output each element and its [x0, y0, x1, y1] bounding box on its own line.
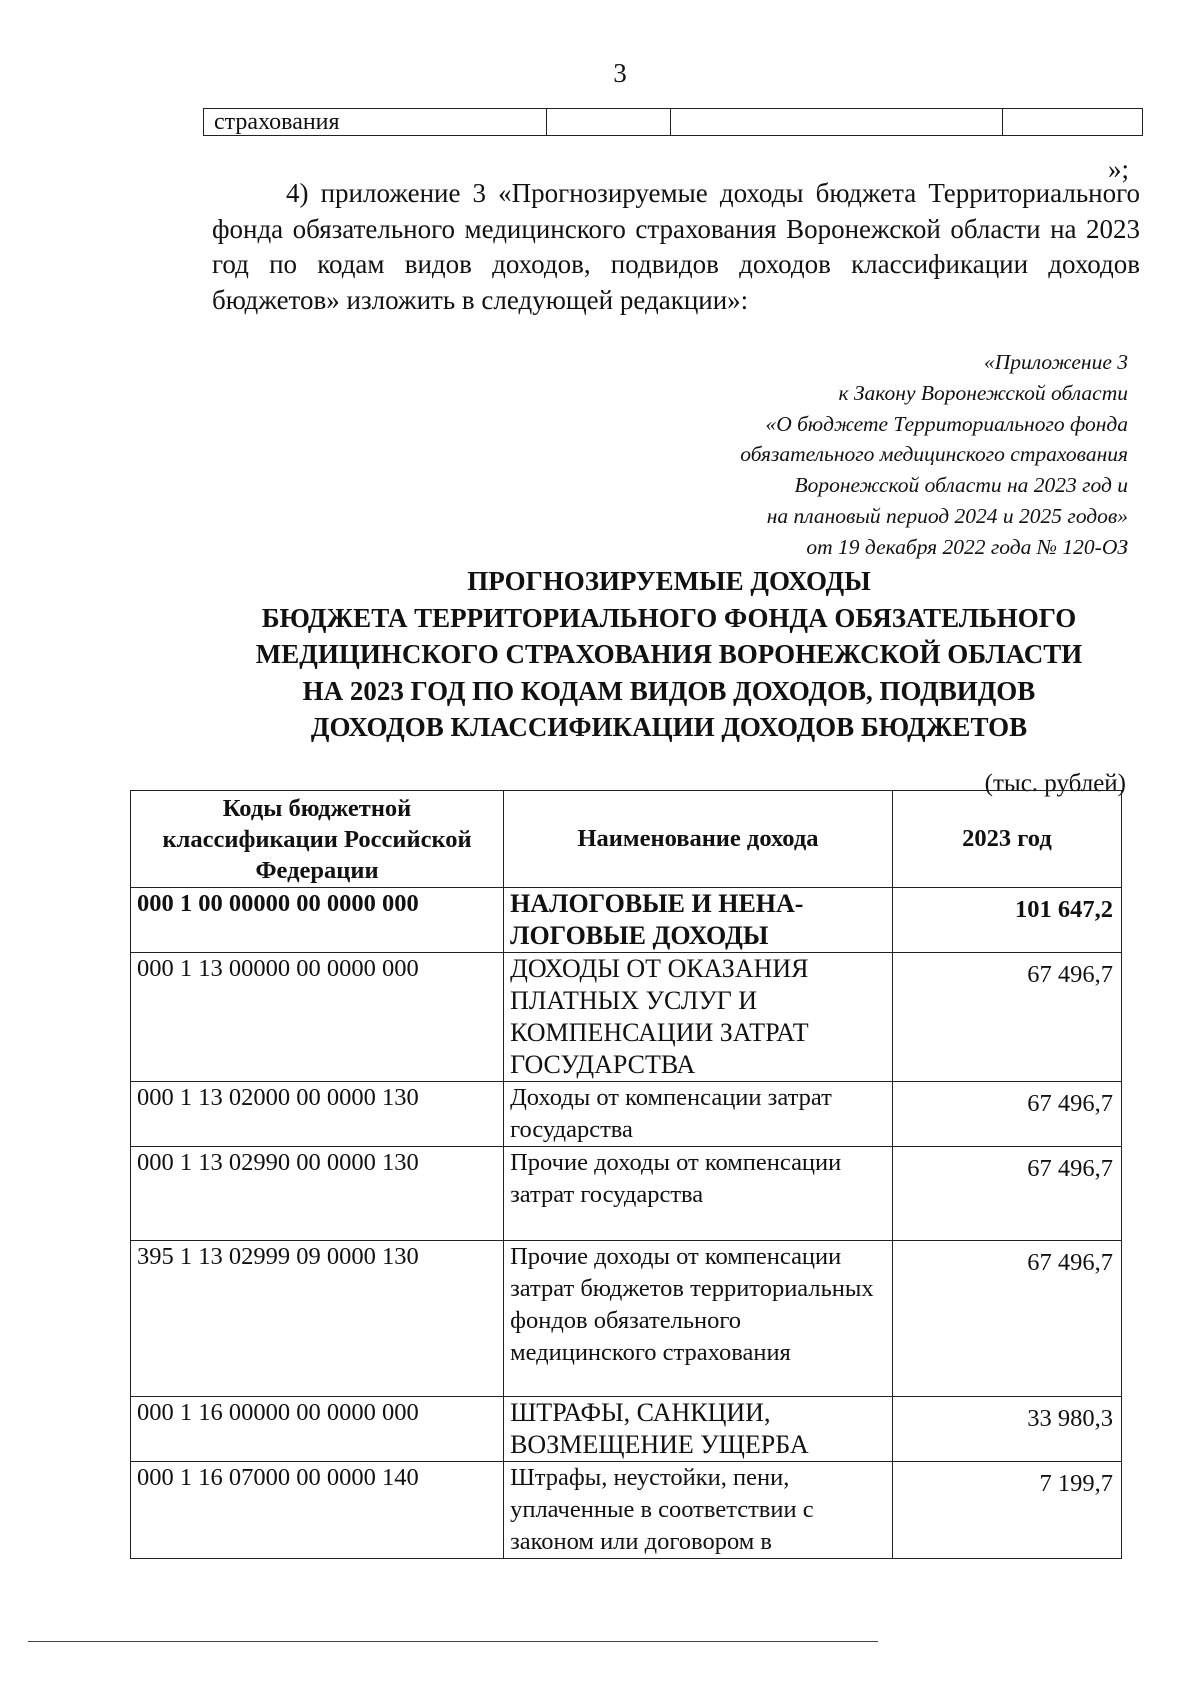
title-line: ДОХОДОВ КЛАССИФИКАЦИИ ДОХОДОВ БЮДЖЕТОВ — [310, 712, 1028, 742]
appendix-line: «Приложение 3 — [984, 350, 1128, 374]
page-number: 3 — [613, 58, 627, 88]
appendix-line: на плановый период 2024 и 2025 годов» — [766, 503, 1128, 528]
row-value: 33 980,3 — [892, 1397, 1121, 1462]
table-row — [131, 1462, 1122, 1559]
row-code: 000 1 00 00000 00 0000 000 — [131, 888, 504, 953]
row-name: ДОХОДЫ ОТ ОКАЗАНИЯ ПЛАТНЫХ УСЛУГ И КОМПЕНСАЦИИ ЗАТРАТ ГОСУДАРСТВА — [504, 953, 893, 1082]
title-line: МЕДИЦИНСКОГО СТРАХОВАНИЯ ВОРОНЕЖСКОЙ ОБЛАСТИ — [255, 639, 1083, 669]
row-code: 000 1 13 00000 00 0000 000 — [131, 953, 504, 1082]
units-label: (тыс. рублей) — [984, 770, 1126, 797]
header-name: Наименование дохода — [504, 791, 893, 888]
row-value: 67 496,7 — [892, 1082, 1121, 1147]
table-row — [131, 1147, 1122, 1241]
row-code: 395 1 13 02999 09 0000 130 — [131, 1241, 504, 1397]
row-value: 67 496,7 — [892, 1241, 1121, 1397]
table-row — [131, 1082, 1122, 1147]
revenue-table — [130, 790, 1122, 1559]
row-value: 67 496,7 — [892, 953, 1121, 1082]
table-row — [131, 953, 1122, 1082]
row-code: 000 1 16 00000 00 0000 000 — [131, 1397, 504, 1462]
row-name: Прочие доходы от компенсации затрат государства — [504, 1147, 893, 1241]
row-code: 000 1 13 02000 00 0000 130 — [131, 1082, 504, 1147]
row-code: 000 1 16 07000 00 0000 140 — [131, 1462, 504, 1559]
continuation-cell: страхования — [204, 109, 547, 136]
table-row — [131, 888, 1122, 953]
table-row — [204, 109, 1143, 136]
continuation-table — [203, 108, 1143, 136]
document-title — [204, 563, 1134, 746]
header-row — [131, 791, 1122, 888]
row-code: 000 1 13 02990 00 0000 130 — [131, 1147, 504, 1241]
appendix-line: от 19 декабря 2022 года № 120-ОЗ — [806, 534, 1128, 559]
header-code: Коды бюджетной классификации Российской Федерации — [131, 791, 504, 888]
appendix-reference — [528, 347, 1128, 563]
appendix-line: к Закону Воронежской области — [838, 380, 1128, 405]
row-name: Прочие доходы от компенсации затрат бюджетов территориальных фондов обязательного медицинского страхования — [504, 1241, 893, 1397]
table-row — [131, 1397, 1122, 1462]
row-value: 67 496,7 — [892, 1147, 1121, 1241]
title-line: БЮДЖЕТА ТЕРРИТОРИАЛЬНОГО ФОНДА ОБЯЗАТЕЛЬНОГО — [261, 602, 1077, 633]
appendix-line: обязательного медицинского страхования — [740, 442, 1128, 467]
table-row — [131, 1241, 1122, 1397]
empty-cell — [546, 109, 670, 136]
row-value: 101 647,2 — [892, 888, 1121, 953]
amendment-paragraph: 4) приложение 3 «Прогнозируемые доходы бюджета Территориального фонда обязательного медицинского страхования Воронежской области на 2023 год по кодам видов доходов, подвидов доходов классификации доходов бюджетов» изложить в следующей редакции»: — [212, 178, 1140, 315]
appendix-line: Воронежской области на 2023 год и — [794, 473, 1128, 498]
row-value: 7 199,7 — [892, 1462, 1121, 1559]
row-name: ШТРАФЫ, САНКЦИИ, ВОЗМЕЩЕНИЕ УЩЕРБА — [504, 1397, 893, 1462]
title-line: ПРОГНОЗИРУЕМЫЕ ДОХОДЫ — [467, 566, 871, 596]
row-name: Штрафы, неустойки, пени, уплаченные в соответствии с законом или договором в — [504, 1462, 893, 1559]
title-line: НА 2023 ГОД ПО КОДАМ ВИДОВ ДОХОДОВ, ПОДВИДОВ — [302, 675, 1036, 706]
appendix-line: «О бюджете Территориального фонда — [765, 411, 1128, 436]
closing-quote: »; — [1108, 154, 1130, 184]
row-name: Доходы от компенсации затрат государства — [504, 1082, 893, 1147]
header-year: 2023 год — [892, 791, 1121, 888]
empty-cell — [670, 109, 1002, 136]
page-divider — [28, 1641, 878, 1642]
empty-cell — [1003, 109, 1143, 136]
row-name: НАЛОГОВЫЕ И НЕНА-ЛОГОВЫЕ ДОХОДЫ — [504, 888, 893, 953]
